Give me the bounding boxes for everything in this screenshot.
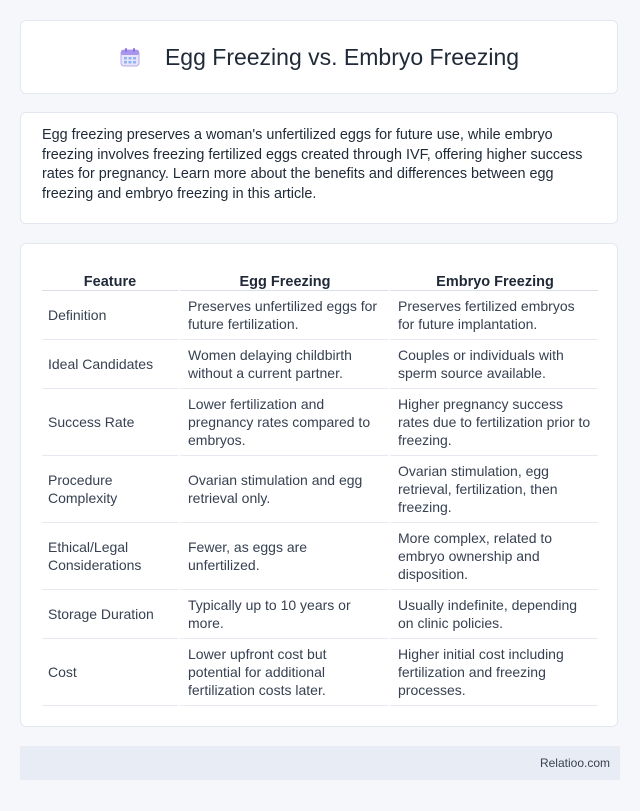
egg-cell: Preserves unfertilized eggs for future fertilization. bbox=[178, 291, 388, 340]
feature-cell: Success Rate bbox=[42, 389, 178, 456]
feature-cell: Procedure Complexity bbox=[42, 456, 178, 523]
embryo-cell: Higher initial cost including fertilization and freezing processes. bbox=[388, 639, 598, 706]
table-row bbox=[42, 590, 598, 639]
comparison-table bbox=[42, 266, 598, 706]
table-header-row bbox=[42, 266, 598, 291]
egg-cell: Women delaying childbirth without a current partner. bbox=[178, 340, 388, 389]
table-row bbox=[42, 456, 598, 523]
embryo-cell: More complex, related to embryo ownership and disposition. bbox=[388, 523, 598, 590]
table-row bbox=[42, 389, 598, 456]
egg-cell: Typically up to 10 years or more. bbox=[178, 590, 388, 639]
table-row bbox=[42, 340, 598, 389]
feature-cell: Definition bbox=[42, 291, 178, 340]
table-row bbox=[42, 523, 598, 590]
egg-cell: Lower upfront cost but potential for additional fertilization costs later. bbox=[178, 639, 388, 706]
embryo-cell: Ovarian stimulation, egg retrieval, fertilization, then freezing. bbox=[388, 456, 598, 523]
embryo-cell: Usually indefinite, depending on clinic policies. bbox=[388, 590, 598, 639]
header-egg-freezing: Egg Freezing bbox=[178, 266, 388, 291]
feature-cell: Ideal Candidates bbox=[42, 340, 178, 389]
header-feature: Feature bbox=[42, 266, 178, 291]
intro-card bbox=[20, 112, 618, 224]
egg-cell: Fewer, as eggs are unfertilized. bbox=[178, 523, 388, 590]
embryo-cell: Higher pregnancy success rates due to fertilization prior to freezing. bbox=[388, 389, 598, 456]
page-title: Egg Freezing vs. Embryo Freezing bbox=[164, 43, 520, 70]
footer-brand[interactable]: Relatioo.com bbox=[539, 756, 610, 770]
intro-paragraph: Egg freezing preserves a woman's unfertilized eggs for future use, while embryo freezing involves freezing fertilized eggs created through IVF, offering higher success rates for pregnancy. Learn more about the benefits and differences between egg freezing and embryo freezing in this article. bbox=[42, 127, 583, 202]
feature-cell: Cost bbox=[42, 639, 178, 706]
table-row bbox=[42, 639, 598, 706]
feature-cell: Ethical/Legal Considerations bbox=[42, 523, 178, 590]
header-embryo-freezing: Embryo Freezing bbox=[388, 266, 598, 291]
embryo-cell: Preserves fertilized embryos for future implantation. bbox=[388, 291, 598, 340]
feature-cell: Storage Duration bbox=[42, 590, 178, 639]
egg-cell: Ovarian stimulation and egg retrieval only. bbox=[178, 456, 388, 523]
comparison-card bbox=[20, 243, 618, 727]
embryo-cell: Couples or individuals with sperm source available. bbox=[388, 340, 598, 389]
table-row bbox=[42, 291, 598, 340]
egg-cell: Lower fertilization and pregnancy rates compared to embryos. bbox=[178, 389, 388, 456]
footer bbox=[20, 746, 620, 780]
title-card bbox=[20, 20, 618, 94]
calendar-icon bbox=[119, 46, 141, 68]
